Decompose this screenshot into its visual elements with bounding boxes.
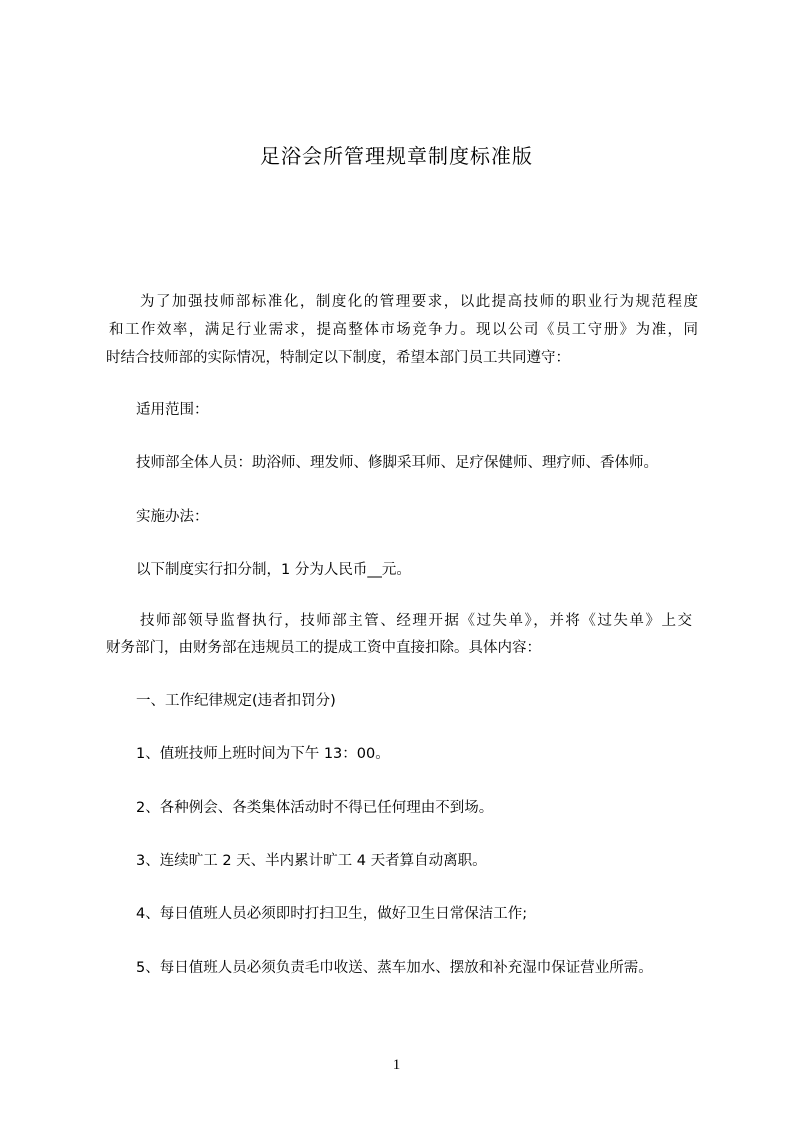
supervision-line-1: 技师部领导监督执行，技师部主管、经理开据《过失单》，并将《过失单》上交	[140, 613, 692, 629]
rule-item-2: 2、各种例会、各类集体活动时不得已任何理由不到场。	[136, 800, 494, 816]
rule-item-4: 4、每日值班人员必须即时打扫卫生，做好卫生日常保洁工作;	[136, 906, 528, 922]
intro-line-1: 为了加强技师部标准化，制度化的管理要求，以此提高技师的职业行为规范程度	[140, 294, 698, 310]
rule-item-3: 3、连续旷工 2 天、半内累计旷工 4 天者算自动离职。	[136, 853, 487, 869]
method-heading: 实施办法：	[136, 509, 209, 525]
rule-item-5: 5、每日值班人员必须负责毛巾收送、蒸车加水、摆放和补充湿巾保证营业所需。	[136, 960, 653, 976]
rule-item-1: 1、值班技师上班时间为下午 13：00。	[136, 746, 390, 762]
scope-text: 技师部全体人员：助浴师、理发师、修脚采耳师、足疗保健师、理疗师、香体师。	[136, 455, 658, 471]
section-heading-work-discipline: 一、工作纪律规定(违者扣罚分)	[136, 693, 336, 709]
document-title: 足浴会所管理规章制度标准版	[260, 144, 533, 168]
supervision-line-2: 财务部门，由财务部在违规员工的提成工资中直接扣除。具体内容：	[106, 640, 541, 656]
page-number: 1	[392, 1057, 401, 1073]
intro-line-2: 和工作效率，满足行业需求，提高整体市场竞争力。现以公司《员工守册》为准，同	[109, 322, 698, 338]
method-text: 以下制度实行扣分制，1 分为人民币__元。	[136, 562, 411, 578]
scope-heading: 适用范围：	[136, 402, 209, 418]
intro-line-3: 时结合技师部的实际情况，特制定以下制度，希望本部门员工共同遵守：	[106, 350, 570, 366]
